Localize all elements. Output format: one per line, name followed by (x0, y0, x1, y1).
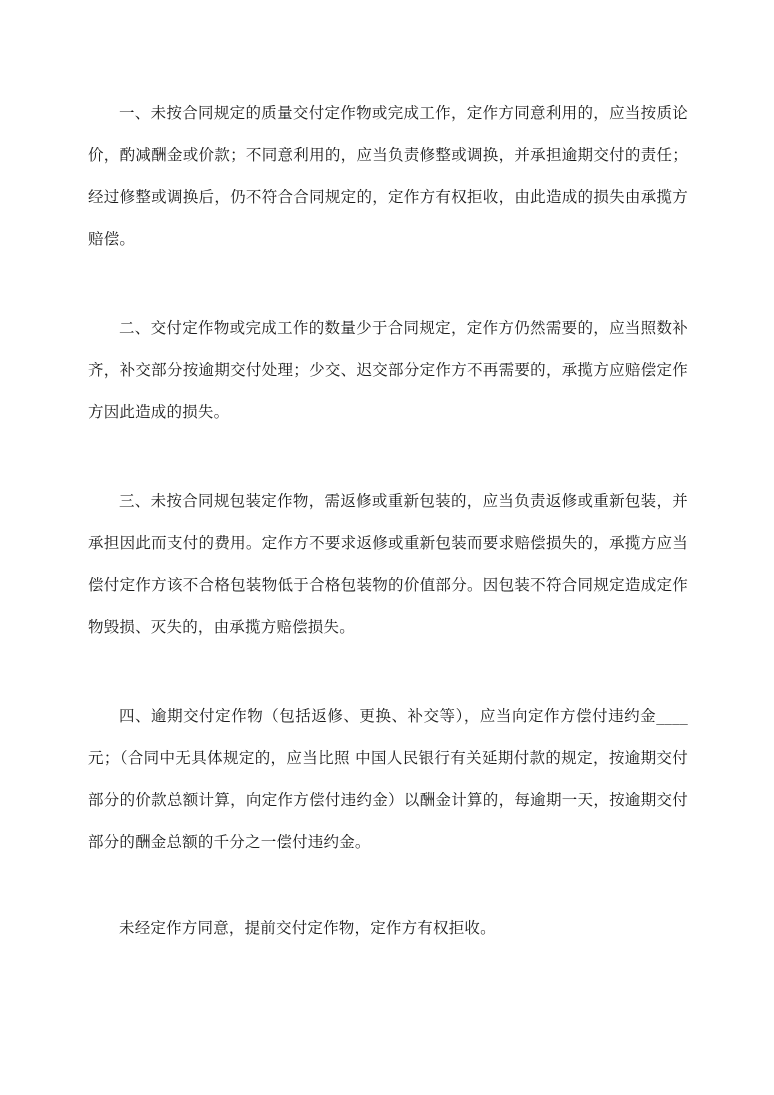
clause-1-paragraph: 一、未按合同规定的质量交付定作物或完成工作，定作方同意利用的，应当按质论价，酌减酬金或价款；不同意利用的，应当负责修整或调换，并承担逾期交付的责任；经过修整或调换后，仍不符合合同规定的，定作方有权拒收，由此造成的损失由承揽方赔偿。 (88, 104, 688, 248)
clause-3-paragraph: 三、未按合同规包装定作物，需返修或重新包装的，应当负责返修或重新包装，并承担因此而支付的费用。定作方不要求返修或重新包装而要求赔偿损失的，承揽方应当偿付定作方该不合格包装物低于合格包装物的价值部分。因包装不符合同规定造成定作物毁损、灭失的，由承揽方赔偿损失。 (88, 492, 688, 636)
clause-4-paragraph: 四、逾期交付定作物（包括返修、更换、补交等），应当向定作方偿付违约金____ 元；（合同中无具体规定的，应当比照 中国人民银行有关延期付款的规定，按逾期交付部分的价款总额计算，向定作方偿付违约金）以酬金计算的，每逾期一天，按逾期交付部分的酬金总额的千分之一偿付违约金。 (88, 707, 688, 851)
clause-2-paragraph: 二、交付定作物或完成工作的数量少于合同规定，定作方仍然需要的，应当照数补齐，补交部分按逾期交付处理；少交、迟交部分定作方不再需要的，承揽方应赔偿定作方因此造成的损失。 (88, 319, 688, 421)
early-delivery-paragraph: 未经定作方同意，提前交付定作物，定作方有权拒收。 (119, 919, 496, 937)
